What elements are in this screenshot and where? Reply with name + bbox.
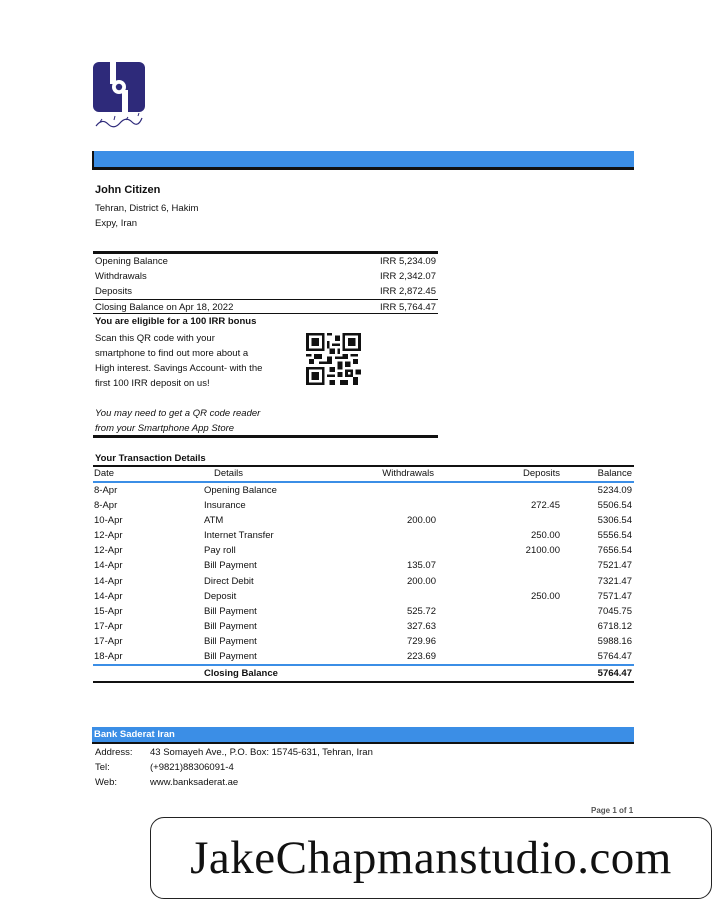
table-row [93, 649, 634, 665]
qr-reader-note: You may need to get a QR code reader from your Smartphone App Store [95, 408, 261, 434]
qr-code-icon[interactable] [306, 333, 361, 385]
cell-withdrawal [364, 482, 436, 498]
contact-address-row [95, 745, 373, 760]
cell-balance: 7045.75 [597, 605, 632, 617]
cell-balance: 7321.47 [597, 575, 632, 587]
summary-row-closing [93, 299, 438, 314]
address-label: Address: [95, 747, 133, 758]
closing-label: Closing Balance [204, 665, 364, 682]
summary-label: Deposits [95, 286, 132, 297]
table-row [93, 604, 634, 619]
cell-details: ATM [204, 515, 224, 527]
cell-details: Bill Payment [204, 635, 257, 647]
cell-deposit: 250.00 [530, 530, 560, 542]
contact-web-row [95, 775, 373, 790]
cell-deposit [436, 604, 560, 619]
cell-date: 18-Apr [93, 649, 204, 665]
header-divider [92, 167, 634, 170]
bank-saderat-logo-icon [92, 60, 148, 132]
table-row [93, 573, 634, 588]
closing-empty-cell [364, 665, 436, 682]
summary-closing-value: IRR 5,764.47 [380, 302, 436, 313]
summary-bottom-divider [93, 435, 438, 438]
cell-details: Internet Transfer [204, 530, 274, 542]
cell-withdrawal [364, 498, 436, 513]
cell-details: Bill Payment [204, 560, 257, 572]
transactions-table-wrap [93, 465, 634, 683]
cell-withdrawal [364, 528, 436, 543]
bank-logo [92, 60, 148, 132]
cell-balance: 7571.47 [597, 590, 632, 602]
cell-deposit [436, 482, 560, 498]
table-row [93, 543, 634, 558]
table-row [93, 498, 634, 513]
cell-deposit [436, 513, 560, 528]
table-header-row [93, 466, 634, 482]
cell-withdrawal: 200.00 [406, 575, 436, 587]
col-header-withdrawals: Withdrawals [382, 468, 434, 479]
cell-deposit: 272.45 [530, 500, 560, 512]
cell-details: Bill Payment [204, 620, 257, 632]
cell-details: Opening Balance [204, 485, 277, 496]
summary-row-deposits [93, 284, 438, 299]
cell-balance: 5764.47 [560, 649, 634, 665]
bonus-title: You are eligible for a 100 IRR bonus [95, 316, 257, 327]
cell-details: Deposit [204, 590, 237, 602]
col-header-balance: Balance [597, 468, 632, 479]
cell-details: Bill Payment [204, 649, 364, 665]
summary-row-withdrawals [93, 269, 438, 284]
cell-date: 14-Apr [94, 575, 123, 587]
cell-withdrawal [364, 543, 436, 558]
contact-info [95, 745, 373, 790]
cell-details: Insurance [204, 500, 246, 512]
closing-empty-cell [93, 665, 204, 682]
cell-date: 12-Apr [94, 530, 123, 542]
table-row [93, 619, 634, 634]
cell-deposit: 250.00 [530, 590, 560, 602]
tel-value[interactable]: (+9821)88306091-4 [150, 762, 234, 773]
transactions-body [93, 482, 634, 665]
col-header-details: Details [214, 468, 244, 479]
footer-divider [92, 742, 634, 744]
cell-withdrawal: 135.07 [406, 560, 436, 572]
closing-value: 5764.47 [560, 665, 634, 682]
cell-date: 12-Apr [94, 545, 123, 557]
cell-withdrawal: 729.96 [406, 635, 436, 647]
cell-deposit [436, 619, 560, 634]
web-link[interactable]: www.banksaderat.ae [150, 777, 239, 788]
cell-withdrawal: 327.63 [406, 620, 436, 632]
customer-address-line1: Tehran, District 6, Hakim [95, 203, 199, 214]
cell-balance: 7521.47 [597, 560, 632, 572]
cell-date: 8-Apr [94, 485, 118, 496]
transactions-table [93, 465, 634, 683]
customer-address-line2: Expy, Iran [95, 218, 138, 229]
cell-balance: 5556.54 [597, 530, 632, 542]
cell-withdrawal: 200.00 [406, 515, 436, 527]
transactions-title: Your Transaction Details [95, 453, 206, 464]
summary-label: Withdrawals [95, 271, 147, 282]
table-row [93, 513, 634, 528]
cell-withdrawal: 525.72 [406, 605, 436, 617]
cell-date: 10-Apr [94, 515, 123, 527]
tel-label: Tel: [95, 762, 110, 773]
cell-deposit [436, 573, 560, 588]
table-row [93, 589, 634, 604]
cell-balance: 6718.12 [597, 620, 632, 632]
cell-balance: 7656.54 [597, 545, 632, 557]
summary-value: IRR 2,872.45 [380, 286, 436, 297]
cell-deposit [436, 649, 560, 665]
cell-balance: 5306.54 [597, 515, 632, 527]
page-number: Page 1 of 1 [591, 806, 634, 815]
bonus-text: Scan this QR code with your smartphone to find out more about a High interest. Savings Account- with the first 100 IRR deposit on us! [95, 333, 263, 389]
table-row [93, 558, 634, 573]
cell-withdrawal [364, 589, 436, 604]
account-summary [93, 251, 438, 314]
summary-closing-label: Closing Balance on Apr 18, 2022 [95, 302, 234, 313]
cell-details: Bill Payment [204, 605, 257, 617]
cell-date: 15-Apr [94, 605, 123, 617]
header-bar [92, 151, 634, 167]
watermark-text: JakeChapmanstudio.com [190, 832, 672, 884]
cell-date: 17-Apr [94, 620, 123, 632]
cell-balance: 5506.54 [597, 500, 632, 512]
cell-date: 14-Apr [94, 590, 123, 602]
table-row [93, 634, 634, 649]
qr-code-graphic [306, 333, 361, 385]
contact-tel-row [95, 760, 373, 775]
summary-row-opening [93, 254, 438, 269]
customer-name: John Citizen [95, 184, 161, 196]
table-row [93, 482, 634, 498]
cell-date: 17-Apr [94, 635, 123, 647]
table-closing-row [93, 665, 634, 682]
cell-deposit [436, 558, 560, 573]
summary-value: IRR 5,234.09 [380, 256, 436, 267]
col-header-deposits: Deposits [523, 468, 560, 479]
cell-date: 8-Apr [94, 500, 118, 512]
cell-deposit [436, 634, 560, 649]
cell-deposit: 2100.00 [525, 545, 560, 557]
customer-address [95, 201, 235, 231]
cell-date: 14-Apr [94, 560, 123, 572]
cell-details: Pay roll [204, 545, 236, 557]
col-header-date: Date [94, 468, 115, 479]
closing-empty-cell [436, 665, 560, 682]
web-label: Web: [95, 777, 118, 788]
cell-withdrawal: 223.69 [364, 649, 436, 665]
address-value: 43 Somayeh Ave., P.O. Box: 15745-631, Tehran, Iran [150, 747, 373, 758]
summary-label: Opening Balance [95, 256, 168, 267]
cell-balance: 5234.09 [597, 485, 632, 496]
watermark-banner [150, 817, 712, 899]
table-row [93, 528, 634, 543]
summary-value: IRR 2,342.07 [380, 271, 436, 282]
footer-bank-name: Bank Saderat Iran [92, 727, 634, 742]
cell-details: Direct Debit [204, 575, 254, 587]
cell-balance: 5988.16 [597, 635, 632, 647]
